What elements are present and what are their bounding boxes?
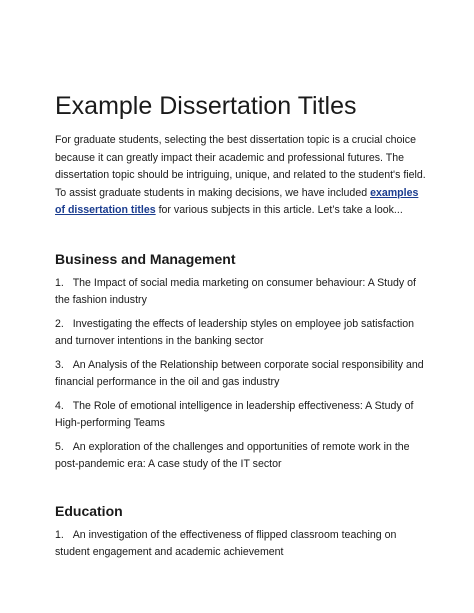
item-text: An exploration of the challenges and opportunities of remote work in the post-pandemic era: A case study of the IT sector — [55, 440, 410, 470]
list-item — [55, 439, 427, 474]
item-text: The Impact of social media marketing on consumer behaviour: A Study of the fashion industry — [55, 276, 416, 306]
intro-paragraph — [55, 132, 427, 220]
item-number: 1. — [55, 276, 64, 289]
item-number: 4. — [55, 399, 64, 412]
item-number: 3. — [55, 358, 64, 371]
list-item — [55, 357, 427, 392]
list-item — [55, 398, 427, 433]
dissertation-titles-link[interactable]: examples of dissertation titles — [55, 186, 419, 216]
list-item — [55, 316, 427, 351]
list-item — [55, 527, 427, 562]
intro-text-after-link: for various subjects in this article. Let’s take a look... — [155, 204, 403, 216]
list-item — [55, 275, 427, 310]
item-text: An Analysis of the Relationship between corporate social responsibility and financial performance in the oil and gas industry — [55, 358, 424, 388]
education-titles-list — [55, 527, 427, 562]
item-text: The Role of emotional intelligence in leadership effectiveness: A Study of High-performing Teams — [55, 399, 414, 429]
page-title: Example Dissertation Titles — [55, 92, 357, 120]
document-content — [55, 90, 427, 562]
item-number: 2. — [55, 317, 64, 330]
item-text: An investigation of the effectiveness of flipped classroom teaching on student engagement and academic achievement — [55, 528, 397, 558]
section-heading-business: Business and Management — [55, 250, 236, 267]
item-text: Investigating the effects of leadership styles on employee job satisfaction and turnover intentions in the banking sector — [55, 317, 415, 347]
intro-text-before-link: For graduate students, selecting the best dissertation topic is a crucial choice because it can greatly impact their academic and professional futures. The dissertation topic should be intriguing, unique, and related to the student's field. To assist graduate students in making decisions, we have included — [55, 134, 426, 199]
item-number: 1. — [55, 528, 64, 541]
business-titles-list — [55, 275, 427, 474]
section-heading-education: Education — [55, 502, 123, 519]
item-number: 5. — [55, 440, 64, 453]
